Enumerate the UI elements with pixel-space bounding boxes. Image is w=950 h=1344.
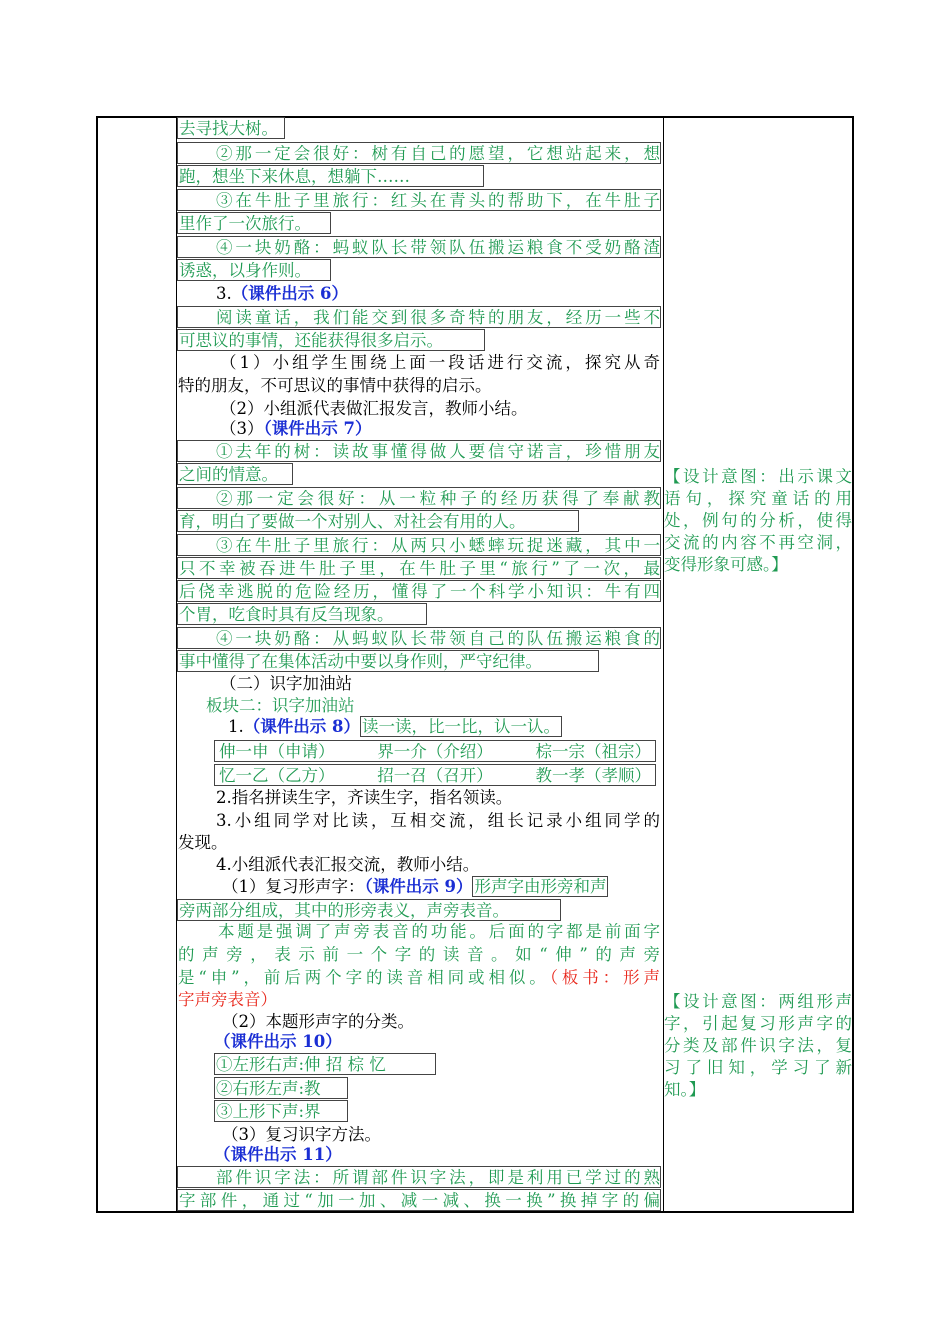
category-box: ③上形下声:界 xyxy=(214,1100,348,1122)
insight-line: 只不幸被吞进牛肚子里，在牛肚子里“旅行”了一次，最 xyxy=(179,559,660,578)
note-line: 习了旧知，学习了新 xyxy=(664,1058,852,1077)
step-number: 1. xyxy=(228,717,244,736)
note-line: 【设计意图：两组形声 xyxy=(664,992,852,1011)
method-line: 部件识字法：所谓部件识字法，即是利用已学过的熟 xyxy=(177,1166,661,1188)
courseware-label: （课件出示 10） xyxy=(214,1032,342,1051)
explain-line xyxy=(178,967,660,989)
note-line: 处，例句的分析，使得 xyxy=(664,511,852,530)
char-pair: 忆一乙（乙方） xyxy=(219,766,335,785)
story-line: 诱惑，以身作则。 xyxy=(177,259,331,281)
char-pair: 界一介（介绍） xyxy=(377,742,493,761)
char-pair: 伸一申（申请） xyxy=(219,742,335,761)
note-line: 知。】 xyxy=(664,1080,706,1099)
sub-3-line xyxy=(220,418,371,440)
step-1-line xyxy=(228,716,562,738)
design-note-2 xyxy=(664,991,854,1101)
board-note: 字声旁表音） xyxy=(178,990,277,1009)
discuss-line: （1）小组学生围绕上面一段话进行交流，探究从奇 xyxy=(220,353,660,372)
insight-line: ④一块奶酪：从蚂蚁队长带领自己的队伍搬运粮食的 xyxy=(177,627,661,649)
story-line: ③在牛肚子里旅行：红头在青头的帮助下，在牛肚子 xyxy=(177,189,661,211)
note-line: 交流的内容不再空洞， xyxy=(664,533,852,552)
story-line: ②那一定会很好：树有自己的愿望，它想站起来，想 xyxy=(177,142,661,164)
instruction-box: 读一读，比一比，认一认。 xyxy=(361,717,560,736)
section-heading: （二）识字加油站 xyxy=(220,674,352,693)
definition-box: 形声字由形旁和声 xyxy=(474,877,607,896)
char-pair: 棕一宗（祖宗） xyxy=(535,742,651,761)
insight-line: ③在牛肚子里旅行：从两只小蟋蟀玩捉迷藏，其中一 xyxy=(177,534,661,556)
design-note-1 xyxy=(664,466,854,576)
insight-line: 育，明白了要做一个对别人、对社会有用的人。 xyxy=(177,510,579,532)
step-number: 3. xyxy=(216,284,232,303)
note-line: 分类及部件识字法，复 xyxy=(664,1036,852,1055)
courseware-label: （课件出示 9） xyxy=(364,877,473,896)
insight-line: ①去年的树：读故事懂得做人要信守诺言，珍惜朋友 xyxy=(177,440,661,462)
char-pair: 招一召（召开） xyxy=(377,766,493,785)
review-label: （1）复习形声字： xyxy=(222,877,365,896)
char-row xyxy=(214,740,656,762)
courseware-label: （课件出示 6） xyxy=(231,284,348,303)
quote-line: 阅读童话，我们能交到很多奇特的朋友，经历一些不 xyxy=(177,306,661,328)
review-1-line xyxy=(222,876,608,898)
block-heading: 板块二：识字加油站 xyxy=(206,696,355,715)
step-line: 2.指名拼读生字，齐读生字，指名领读。 xyxy=(216,788,513,807)
method-line: 字部件，通过“加一加、减一减、换一换”换掉字的偏 xyxy=(179,1191,660,1210)
char-row xyxy=(214,764,656,786)
story-line: ④一块奶酪：蚂蚁队长带领队伍搬运粮食不受奶酪渣 xyxy=(177,236,661,258)
definition-line: 旁两部分组成，其中的形旁表义，声旁表音。 xyxy=(177,899,561,921)
insight-line: 事中懂得了在集体活动中要以身作则，严守纪律。 xyxy=(177,650,599,672)
insight-line: 后侥幸逃脱的危险经历，懂得了一个科学小知识：牛有四 xyxy=(179,582,660,601)
explain-line: 本题是强调了声旁表音的功能。后面的字都是前面字 xyxy=(218,922,660,941)
step-line: 4.小组派代表汇报交流，教师小结。 xyxy=(216,855,480,874)
category-box: ②右形左声:教 xyxy=(214,1077,348,1099)
sub-number: （3） xyxy=(220,419,264,438)
explain-text: 是“申”，前后两个字的读音相同或相似。 xyxy=(178,968,550,987)
courseware-label: （课件出示 8） xyxy=(243,717,360,736)
courseware-label: （课件出示 7） xyxy=(263,419,372,438)
note-line: 字，引起复习形声字的 xyxy=(664,1014,852,1033)
step-line: 发现。 xyxy=(178,833,228,852)
category-box: ①左形右声:伸 招 棕 忆 xyxy=(214,1053,436,1075)
quote-line: 可思议的事情，还能获得很多启示。 xyxy=(177,329,485,351)
review-2-line: （2）本题形声字的分类。 xyxy=(222,1012,414,1031)
char-pair: 教一孝（孝顺） xyxy=(535,766,651,785)
note-line: 语句，探究童话的用 xyxy=(664,489,852,508)
insight-line: ②那一定会很好：从一粒种子的经历获得了奉献教 xyxy=(177,487,661,509)
note-line: 【设计意图：出示课文 xyxy=(664,467,852,486)
board-note: （板书：形声 xyxy=(549,968,661,987)
story-line: 去寻找大树。 xyxy=(177,117,285,139)
insight-line: 个胃，吃食时具有反刍现象。 xyxy=(177,603,427,625)
review-3-line: （3）复习识字方法。 xyxy=(222,1125,381,1144)
discuss-line: （2）小组派代表做汇报发言，教师小结。 xyxy=(220,399,528,418)
story-line: 跑，想坐下来休息，想躺下…… xyxy=(177,165,484,187)
note-line: 变得形象可感。】 xyxy=(664,555,788,574)
step-line: 3.小组同学对比读，互相交流，组长记录小组同学的 xyxy=(216,811,660,830)
story-line: 里作了一次旅行。 xyxy=(177,212,331,234)
step-3-line xyxy=(216,283,348,305)
explain-line: 的声旁，表示前一个字的读音。如“伸”的声旁 xyxy=(178,945,660,964)
courseware-label: （课件出示 11） xyxy=(214,1145,342,1164)
insight-line: 之间的情意。 xyxy=(177,463,293,485)
discuss-line: 特的朋友，不可思议的事情中获得的启示。 xyxy=(178,376,492,395)
